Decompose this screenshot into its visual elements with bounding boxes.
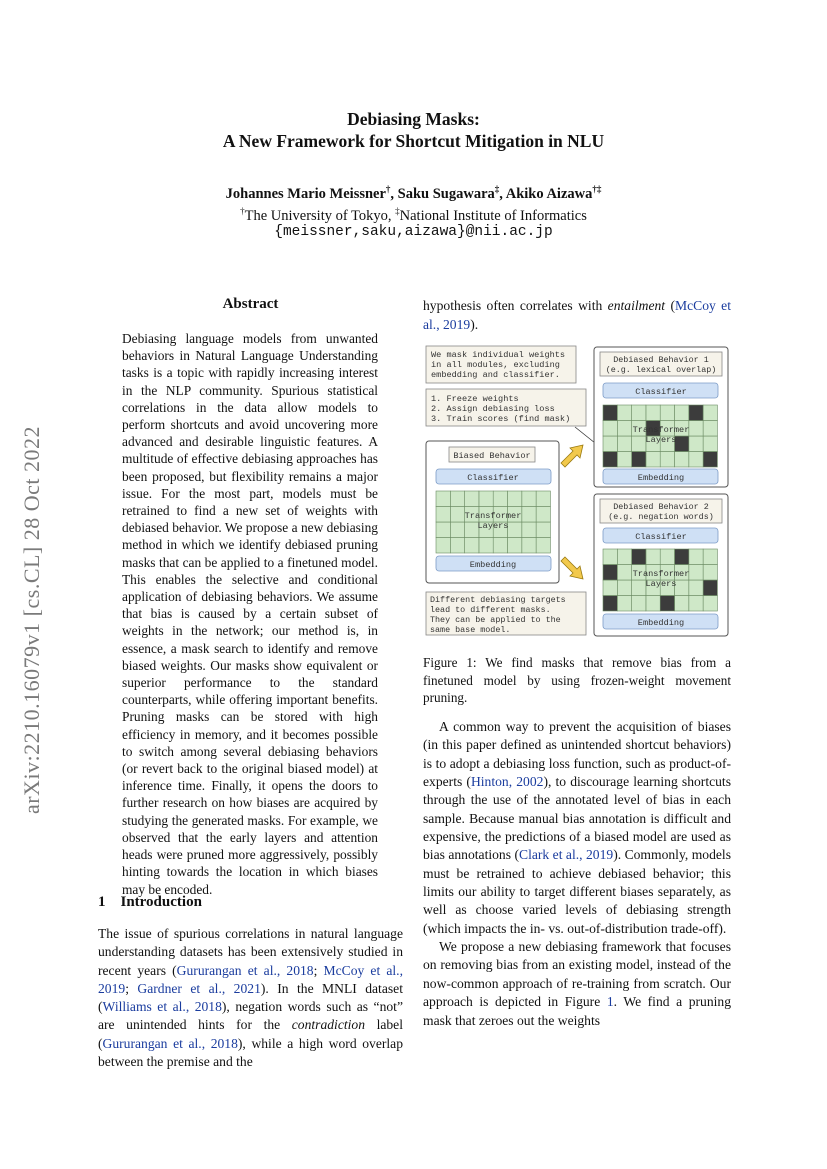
weight-cell (675, 452, 689, 468)
right-column-continuation (423, 296, 731, 334)
step-line: 2. Assign debiasing loss (431, 404, 555, 414)
transformer-label: Layers (645, 579, 677, 589)
weight-cell (632, 405, 646, 421)
debiased-2-subtitle: (e.g. negation words) (608, 512, 714, 522)
weight-cell (646, 596, 660, 612)
figure-caption (423, 654, 731, 707)
masked-weight-cell (660, 596, 674, 612)
weight-cell (536, 507, 550, 523)
weight-cell (703, 596, 717, 612)
weight-cell (617, 421, 631, 437)
weight-cell (675, 580, 689, 596)
abstract-heading: Abstract (222, 296, 279, 312)
weight-cell (536, 491, 550, 507)
weight-cell (436, 538, 450, 554)
masked-weight-cell (675, 549, 689, 565)
author-mark: ‡ (494, 184, 500, 194)
text-run: ). (470, 317, 479, 332)
weight-cell (536, 522, 550, 538)
citation-link[interactable]: Hinton, 2002 (470, 774, 544, 790)
masked-weight-cell (603, 596, 617, 612)
affil-mark: ‡ (395, 206, 400, 216)
weight-cell (689, 421, 703, 437)
weight-cell (450, 538, 464, 554)
text-run: ), negation words such as “not” are unintended hints for the (98, 999, 403, 1033)
debiased-2-title: Debiased Behavior 2 (613, 502, 709, 512)
right-paragraphs (423, 718, 731, 1030)
classifier-label: Classifier (635, 387, 687, 397)
weight-cell (617, 580, 631, 596)
weight-cell (703, 436, 717, 452)
weight-cell (522, 507, 536, 523)
weight-cell (479, 538, 493, 554)
text-run: ; (313, 962, 324, 978)
transformer-label: Layers (645, 435, 677, 445)
citation-link[interactable]: Williams et al., 2018 (102, 999, 222, 1015)
affiliation: The University of Tokyo, (244, 207, 396, 224)
weight-cell (632, 436, 646, 452)
citation-link[interactable]: Gardner et al., 2021 (137, 980, 261, 996)
intro-paragraph (98, 925, 403, 1071)
weight-cell (660, 549, 674, 565)
note-line: We mask individual weights (431, 350, 566, 360)
figure-ref-link[interactable]: 1 (606, 994, 614, 1010)
note-line: Different debiasing targets (430, 595, 566, 605)
masked-weight-cell (703, 580, 717, 596)
embedding-label: Embedding (637, 473, 685, 483)
step-line: 1. Freeze weights (431, 394, 519, 404)
weight-cell (703, 565, 717, 581)
weight-cell (646, 549, 660, 565)
citation-link[interactable]: Gururangan et al., 2018 (102, 1035, 238, 1051)
italic-term: contradiction (291, 1017, 365, 1033)
author-name: Saku Sugawara (397, 185, 495, 202)
transformer-label: Transformer (464, 511, 522, 521)
transformer-label: Layers (477, 521, 509, 531)
abstract-body (122, 330, 378, 898)
citation-link[interactable]: Gururangan et al., 2018 (176, 962, 314, 978)
weight-cell (660, 405, 674, 421)
email-address: {meissner,saku,aizawa}@nii.ac.jp (274, 224, 553, 240)
text-run: . We find a pruning mask that zeroes out the weights (423, 994, 732, 1028)
masked-weight-cell (632, 452, 646, 468)
weight-cell (508, 538, 522, 554)
affil-mark: † (240, 206, 245, 216)
weight-cell (508, 491, 522, 507)
text-run: ), while a high word overlap between the premise and the (98, 1035, 403, 1070)
text-run: A common way to prevent the acquisition of biases (in this paper defined as unintended shortcut behaviors) is to adopt a debiasing loss function, such as product-of-experts ( (423, 719, 731, 790)
citation-link[interactable]: McCoy et al., 2019 (423, 298, 731, 332)
transformer-label: Transformer (632, 569, 690, 579)
classifier-label: Classifier (635, 532, 687, 542)
text-run: We propose a new debiasing framework that focuses on removing bias from an existing model, instead of the now-common approach of re-training from scratch. Our approach is depicted in Figure (423, 939, 731, 1010)
text-run: ). In the MNLI dataset ( (98, 980, 403, 1015)
arrow-up-icon (561, 445, 583, 467)
note-line: same base model. (430, 625, 511, 635)
debiased-1-subtitle: (e.g. lexical overlap) (605, 365, 717, 375)
text-run: The issue of spurious correlations in natural language understanding datasets has been extensively studied in recent years ( (98, 926, 403, 978)
weight-cell (689, 565, 703, 581)
weight-cell (689, 580, 703, 596)
weight-cell (646, 452, 660, 468)
author-mark: †‡ (592, 184, 602, 194)
weight-cell (465, 538, 479, 554)
step-line: 3. Train scores (find mask) (431, 414, 571, 424)
text-run: label ( (98, 1017, 403, 1051)
text-run: ( (665, 298, 675, 313)
note-line: They can be applied to the (430, 615, 561, 625)
weight-cell (689, 436, 703, 452)
section-title: Introduction (120, 894, 202, 910)
section-number: 1 (98, 894, 106, 910)
weight-cell (617, 436, 631, 452)
masked-weight-cell (603, 405, 617, 421)
text-run: ). Commonly, models must be retrained to achieve debiased behavior; this limits our ability to target different biases separately, as well as choose varied levels of debiasing strength (which impacts the in- vs. out-of-distribution trade-off). (423, 847, 731, 936)
weight-cell (436, 522, 450, 538)
masked-weight-cell (603, 565, 617, 581)
masked-weight-cell (632, 549, 646, 565)
masked-weight-cell (689, 405, 703, 421)
arrow-down-icon (561, 557, 583, 579)
section-heading (98, 894, 202, 911)
weight-cell (450, 507, 464, 523)
weight-cell (689, 549, 703, 565)
caption-text: Figure 1: We find masks that remove bias from a finetuned model by using frozen-weight movement pruning. (423, 655, 731, 705)
biased-title: Biased Behavior (453, 451, 531, 461)
weight-cell (479, 491, 493, 507)
weight-cell (617, 549, 631, 565)
weight-cell (617, 565, 631, 581)
transformer-label: Transformer (632, 425, 690, 435)
weight-cell (617, 452, 631, 468)
weight-cell (632, 596, 646, 612)
text-run: ), to discourage learning shortcuts through the use of the annotated level of bias in each sample. Because manual bias annotation is difficult and expensive, the predictions of a biased model are used as bias annotations ( (423, 774, 732, 863)
citation-link[interactable]: McCoy et al., 2019 (98, 962, 403, 996)
arxiv-id: arXiv:2210.16079v1 [cs.CL] 28 Oct 2022 (19, 425, 44, 815)
arxiv-sidebar (12, 382, 52, 862)
figure-diagram (423, 343, 731, 639)
weight-cell (522, 491, 536, 507)
debiased-1-title: Debiased Behavior 1 (613, 355, 709, 365)
weight-cell (536, 538, 550, 554)
weight-cell (603, 580, 617, 596)
weight-cell (450, 522, 464, 538)
weight-cell (617, 596, 631, 612)
note-line: in all modules, excluding (431, 360, 560, 370)
masked-weight-cell (603, 452, 617, 468)
abstract-text: Debiasing language models from unwanted behaviors in Natural Language Understanding tasks is a topic with rapidly increasing interest in the NLP community. Spurious statistical correlations in the data allow models to perform shortcuts and avoid uncovering more advanced and desirable linguistic features. A multitude of effective debiasing approaches has been proposed, but flexibility remains a major issue. For the most part, models must be retrained to find a new set of weights with debiased behavior. We propose a new debiasing method in which we identify debiased pruning masks that can be applied to a finetuned model. This enables the selective and conditional application of debiasing behaviors. We assume that bias is caused by a certain subset of weights in the network; our method is, in essence, a mask search to identify and remove biased weights. Our masks show equivalent or superior performance to the standard counterparts, while offering important benefits. Pruning masks can be stored with high efficiency in memory, and it becomes possible to switch among several debiasing behaviors (or revert back to the original biased model) at inference time. Finally, it opens the doors to further research on how biases are acquired by studying the generated masks. For example, we observed that the early layers and attention heads were pruned more aggressively, possibly hinting towards the location in which biases may be encoded. (122, 331, 378, 897)
masked-weight-cell (703, 452, 717, 468)
text-run: hypothesis often correlates with (423, 298, 608, 313)
weight-cell (450, 491, 464, 507)
weight-cell (436, 491, 450, 507)
weight-cell (508, 522, 522, 538)
weight-cell (493, 491, 507, 507)
classifier-label: Classifier (467, 473, 519, 483)
italic-term: entailment (607, 298, 666, 313)
weight-cell (703, 549, 717, 565)
note-line: lead to different masks. (430, 605, 551, 615)
author-mark: † (385, 184, 391, 194)
figure-1 (423, 343, 731, 639)
weight-cell (603, 421, 617, 437)
masked-weight-cell (675, 436, 689, 452)
weight-cell (522, 522, 536, 538)
weight-cell (603, 549, 617, 565)
paper-title-line1: Debiasing Masks: (347, 109, 480, 129)
weight-cell (689, 596, 703, 612)
weight-cell (493, 538, 507, 554)
weight-cell (675, 405, 689, 421)
weight-cell (436, 507, 450, 523)
weight-cell (603, 436, 617, 452)
author-name: Akiko Aizawa (505, 185, 593, 202)
paper-title-line2: A New Framework for Shortcut Mitigation in NLU (222, 131, 605, 151)
weight-cell (632, 580, 646, 596)
weight-cell (660, 452, 674, 468)
weight-cell (703, 421, 717, 437)
weight-cell (646, 405, 660, 421)
embedding-label: Embedding (637, 618, 685, 628)
citation-link[interactable]: Clark et al., 2019 (519, 847, 614, 863)
weight-cell (689, 452, 703, 468)
weight-cell (465, 491, 479, 507)
affiliation: National Institute of Informatics (399, 207, 587, 224)
note-line: embedding and classifier. (431, 370, 560, 380)
weight-cell (522, 538, 536, 554)
text-run: ; (125, 980, 138, 996)
author-list: Johannes Mario Meissner†, Saku Sugawara‡, Akiko Aizawa†‡ (225, 184, 602, 202)
weight-cell (703, 405, 717, 421)
weight-cell (675, 596, 689, 612)
weight-cell (617, 405, 631, 421)
embedding-label: Embedding (469, 560, 517, 570)
author-name: Johannes Mario Meissner (225, 185, 386, 202)
